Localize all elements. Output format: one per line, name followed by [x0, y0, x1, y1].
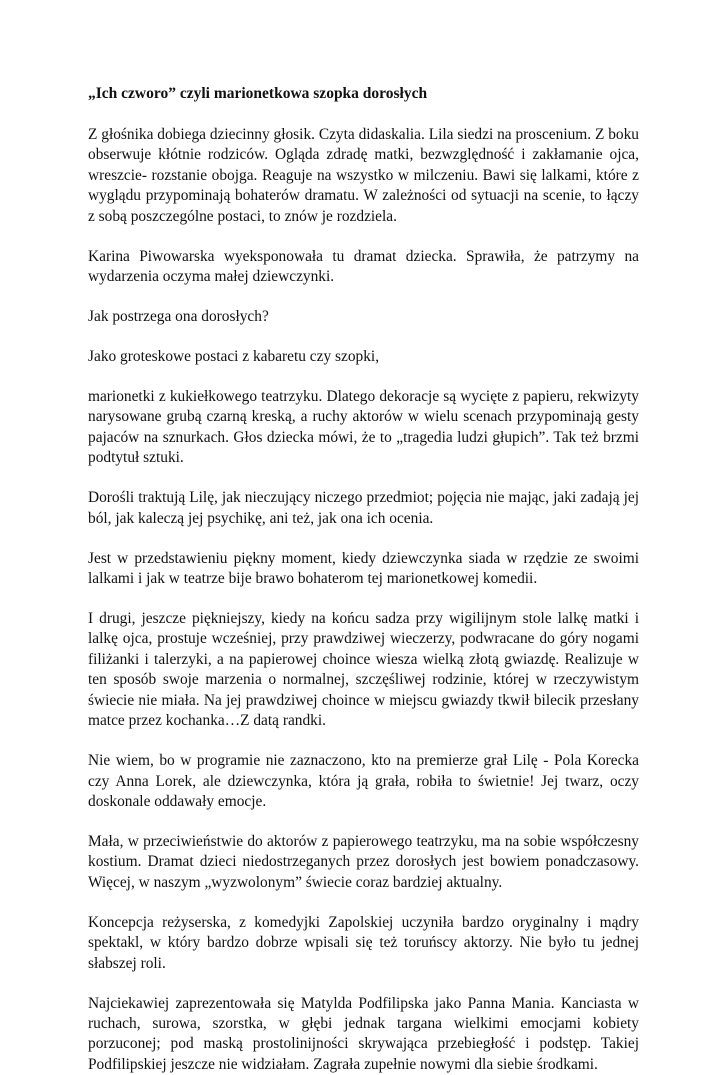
- paragraph-10: Mała, w przeciwieństwie do aktorów z papierowego teatrzyku, ma na sobie współczesny kostium. Dramat dzieci niedostrzeganych przez dorosłych jest bowiem ponadczasowy. Więcej, w naszym „wyzwolonym” świecie coraz bardziej aktualny.: [88, 832, 639, 891]
- paragraph-12: Najciekawiej zaprezentowała się Matylda Podfilipska jako Panna Mania. Kanciasta w ruchach, surowa, szorstka, w głębi jednak targana wielkimi emocjami kobiety porzuconej; pod maską prostolinijności skrywająca przebiegłość i podstęp. Takiej Podfilipskiej jeszcze nie widziałam. Zagrała zupełnie nowymi dla siebie środkami.: [88, 994, 639, 1073]
- paragraph-8: I drugi, jeszcze piękniejszy, kiedy na końcu sadza przy wigilijnym stole lalkę matki i lalkę ojca, prostuje wcześniej, przy prawdziwej wieczerzy, podwracane do góry nogami filiżanki i talerzyki, a na papierowej choince wiesza wielką złotą gwiazdę. Realizuje w ten sposób swoje marzenia o normalnej, szczęśliwej rodzinie, której w rzeczywistym świecie nie miała. Na jej prawdziwej choince w miejscu gwiazdy tkwił bilecik przesłany matce przez kochanka…Z datą randki.: [88, 610, 639, 730]
- paragraph-1: Z głośnika dobiega dziecinny głosik. Czyta didaskalia. Lila siedzi na proscenium. Z boku obserwuje kłótnie rodziców. Ogląda zdradę matki, bezwzględność i zakłamanie ojca, wreszcie- rozstanie obojga. Reaguje na wszystko w milczeniu. Bawi się lalkami, które z wyglądu przypominają bohaterów dramatu. W zależności od sytuacji na scenie, to łączy z sobą poszczególne postaci, to znów je rozdziela.: [88, 126, 639, 225]
- paragraph-4: Jako groteskowe postaci z kabaretu czy szopki,: [88, 348, 380, 366]
- paragraph-3: Jak postrzega ona dorosłych?: [88, 308, 269, 326]
- paragraph-6: Dorośli traktują Lilę, jak nieczujący niczego przedmiot; pojęcia nie mając, jaki zadają jej ból, jak kaleczą jej psychikę, ani też, jak ona ich ocenia.: [88, 489, 639, 527]
- paragraph-9: Nie wiem, bo w programie nie zaznaczono, kto na premierze grał Lilę - Pola Korecka czy Anna Lorek, ale dziewczynka, która ją grała, robiła to świetnie! Jej twarz, oczy doskonale oddawały emocje.: [88, 752, 639, 810]
- document-title: „Ich czworo” czyli marionetkowa szopka dorosłych: [88, 85, 428, 102]
- paragraph-5: marionetki z kukiełkowego teatrzyku. Dlatego dekoracje są wycięte z papieru, rekwizyty narysowane grubą czarną kreską, a ruchy aktorów w wielu scenach przypominają gesty pajaców na sznurkach. Głos dziecka mówi, że to „tragedia ludzi głupich”. Tak też brzmi podtytuł sztuki.: [88, 388, 639, 467]
- paragraph-2: Karina Piwowarska wyeksponowała tu dramat dziecka. Sprawiła, że patrzymy na wydarzenia oczyma małej dziewczynki.: [88, 247, 639, 286]
- paragraph-7: Jest w przedstawieniu piękny moment, kiedy dziewczynka siada w rzędzie ze swoimi lalkami i jak w teatrze bije brawo bohaterom tej marionetkowej komedii.: [88, 549, 639, 588]
- paragraph-11: Koncepcja reżyserska, z komedyjki Zapolskiej uczyniła bardzo oryginalny i mądry spektakl, w który bardzo dobrze wpisali się też toruńscy aktorzy. Nie było tu jednej słabszej roli.: [88, 913, 639, 972]
